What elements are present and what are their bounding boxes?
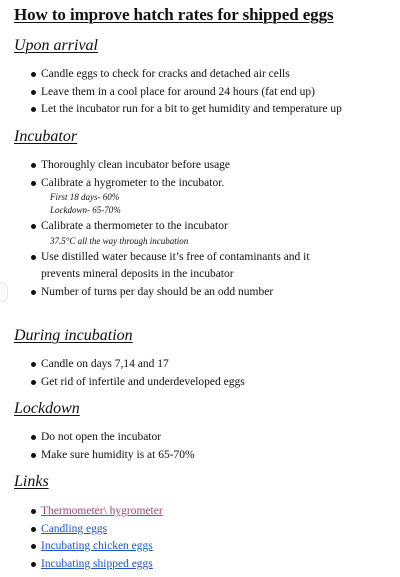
bullet-icon xyxy=(31,527,36,532)
heading-upon-arrival: Upon arrival xyxy=(14,37,98,54)
bullet-icon xyxy=(31,544,36,549)
list-item xyxy=(0,503,400,521)
list-item xyxy=(0,218,400,248)
heading-incubator: Incubator xyxy=(14,128,78,145)
hygrometer-notes xyxy=(41,191,400,217)
list-item xyxy=(0,521,400,539)
heading-during-incubation: During incubation xyxy=(14,327,133,344)
list-upon-arrival xyxy=(0,66,400,119)
bullet-icon xyxy=(31,90,36,95)
list-lockdown xyxy=(0,429,400,464)
list-item xyxy=(0,374,400,392)
link-incubating-chicken-eggs[interactable]: Incubating chicken eggs xyxy=(41,540,153,552)
list-item xyxy=(0,556,400,574)
thermometer-notes xyxy=(41,235,400,248)
list-item-text: Calibrate a hygrometer to the incubator. xyxy=(41,176,225,189)
list-incubator xyxy=(0,157,400,301)
list-item xyxy=(0,356,400,374)
humidity-note-first-18-days: First 18 days- 60% xyxy=(50,192,120,202)
bullet-icon xyxy=(31,255,36,260)
list-item-text: Use distilled water because it’s free of contaminants and it prevents mineral deposits in the incubator xyxy=(41,250,310,280)
bullet-icon xyxy=(31,453,36,458)
list-item-text: Leave them in a cool place for around 24 hours (fat end up) xyxy=(41,85,315,98)
bullet-icon xyxy=(31,380,36,385)
humidity-note-lockdown: Lockdown- 65-70% xyxy=(50,205,121,215)
list-item xyxy=(0,84,400,102)
list-item xyxy=(0,284,400,302)
bullet-icon xyxy=(31,362,36,367)
heading-lockdown: Lockdown xyxy=(14,400,80,417)
list-item xyxy=(0,157,400,175)
list-item xyxy=(0,175,400,218)
list-item-text: Thoroughly clean incubator before usage xyxy=(41,159,231,171)
list-item-text: Number of turns per day should be an odd number xyxy=(41,285,274,298)
list-item-text: Candle eggs to check for cracks and detached air cells xyxy=(41,68,290,80)
list-item xyxy=(0,538,400,556)
list-item xyxy=(0,447,400,465)
link-candling-eggs[interactable]: Candling eggs xyxy=(41,522,108,535)
bullet-icon xyxy=(31,107,36,112)
document-title: How to improve hatch rates for shipped eggs xyxy=(14,5,334,24)
link-thermometer-hygrometer[interactable]: Thermometer\ hygrometer xyxy=(41,505,163,517)
list-item-text: Candle on days 7,14 and 17 xyxy=(41,358,169,370)
link-incubating-shipped-eggs[interactable]: Incubating shipped eggs xyxy=(41,557,153,570)
temperature-note: 37.5°C all the way through incubation xyxy=(50,235,189,246)
bullet-icon xyxy=(31,181,36,186)
bullet-icon xyxy=(31,562,36,567)
list-item-text: Calibrate a thermometer to the incubator xyxy=(41,220,228,232)
bullet-icon xyxy=(31,72,36,77)
list-during-incubation xyxy=(0,356,400,391)
bullet-icon xyxy=(31,435,36,440)
bullet-icon xyxy=(31,290,36,295)
list-item xyxy=(0,66,400,84)
list-item-text: Let the incubator run for a bit to get humidity and temperature up xyxy=(41,103,342,115)
heading-links: Links xyxy=(14,473,49,490)
list-item xyxy=(0,249,341,284)
bullet-icon xyxy=(31,163,36,168)
list-item-text: Make sure humidity is at 65-70% xyxy=(41,448,195,461)
list-item xyxy=(0,429,400,447)
bullet-icon xyxy=(31,224,36,229)
list-item-text: Do not open the incubator xyxy=(41,431,162,443)
list-item xyxy=(0,101,400,119)
bullet-icon xyxy=(31,509,36,514)
list-links xyxy=(0,503,400,573)
list-item-text: Get rid of infertile and underdeveloped eggs xyxy=(41,375,245,388)
